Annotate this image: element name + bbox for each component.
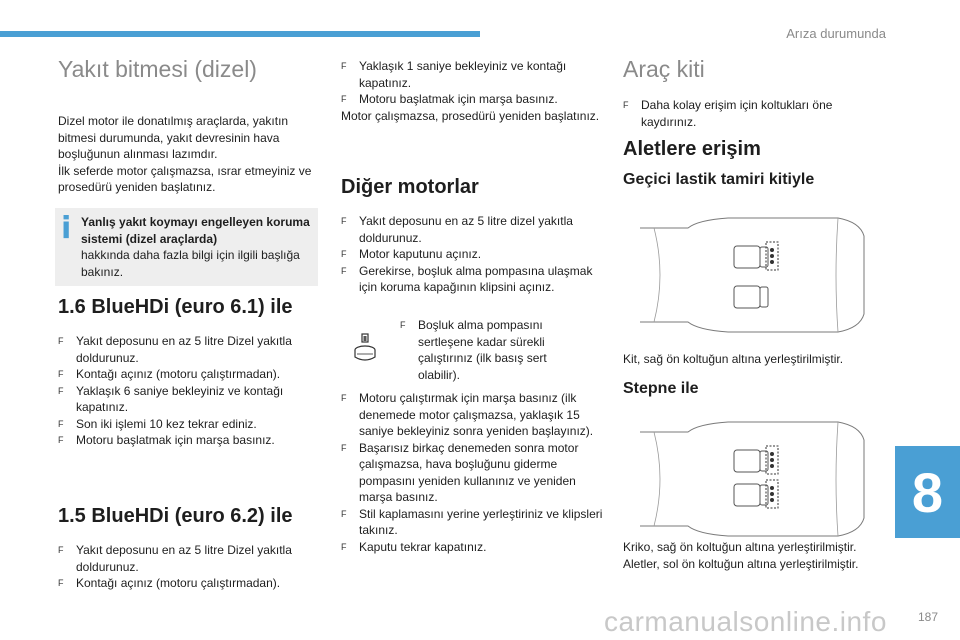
bullet-icon: F bbox=[58, 578, 64, 588]
list-item-text: Kaputu tekrar kapatınız. bbox=[359, 539, 487, 554]
list-item bbox=[341, 506, 603, 539]
bullet-icon: F bbox=[58, 418, 64, 429]
list-item-text: Daha kolay erişim için koltukları öne kaydırınız. bbox=[641, 98, 833, 129]
list-item bbox=[58, 432, 320, 449]
bullet-icon: F bbox=[341, 61, 347, 71]
section-title-vehicle-kit: Araç kiti bbox=[623, 56, 705, 82]
spare-wheel-heading: Stepne ile bbox=[623, 380, 699, 397]
list-item bbox=[58, 416, 320, 433]
list-item-text: Stil kaplamasını yerine yerleştiriniz ve klipsleri takınız. bbox=[359, 506, 603, 537]
list-item-text: Yakıt deposunu en az 5 litre Dizel yakıtla doldurunuz. bbox=[76, 334, 292, 365]
section-other-engines bbox=[341, 176, 603, 296]
list-item bbox=[341, 390, 603, 440]
list-item-text: Motor kaputunu açınız. bbox=[359, 247, 482, 261]
list-item bbox=[58, 333, 320, 366]
header-accent-bar bbox=[0, 31, 480, 37]
bullet-icon: F bbox=[341, 393, 347, 403]
list-item-text: Yaklaşık 1 saniye bekleyiniz ve kontağı kapatınız. bbox=[359, 59, 567, 90]
section-header-title: Arıza durumunda bbox=[786, 26, 886, 41]
chapter-tab: 8 bbox=[895, 446, 960, 538]
section-euro62 bbox=[58, 505, 320, 592]
list-item bbox=[341, 440, 603, 506]
list-item-text: Gerekirse, boşluk alma pompasına ulaşmak için koruma kapağının klipsini açınız. bbox=[359, 263, 593, 294]
list-item bbox=[341, 91, 603, 108]
tools-access-section bbox=[623, 138, 885, 161]
list-item-text: Yakıt deposunu en az 5 litre Dizel yakıtla doldurunuz. bbox=[76, 543, 292, 574]
bullet-icon: F bbox=[341, 216, 347, 226]
list-item-text: Yaklaşık 6 saniye bekleyiniz ve kontağı kapatınız. bbox=[76, 383, 284, 414]
list-item-text: Motoru başlatmak için marşa basınız. bbox=[359, 92, 558, 106]
tools-access-title: Aletlere erişim bbox=[623, 138, 761, 160]
caption-tools: Aletler, sol ön koltuğun altına yerleştirilmiştir. bbox=[623, 556, 859, 571]
pump-icon bbox=[350, 333, 380, 363]
info-text bbox=[81, 214, 311, 280]
page-title: Yakıt bitmesi (dizel) bbox=[58, 56, 257, 82]
section-title-other-engines: Diğer motorlar bbox=[341, 176, 479, 198]
info-body-text: hakkında daha fazla bilgi için ilgili başlığa bakınız. bbox=[81, 248, 300, 279]
bullet-icon: F bbox=[341, 249, 347, 259]
intro-paragraph-1: Dizel motor ile donatılmış araçlarda, yakıtın bitmesi durumunda, yakıt devresinin hava boşluğunun alınması lazımdır. bbox=[58, 114, 289, 161]
list-item-text: Başarısız birkaç denemeden sonra motor çalışmazsa, hava boşluğunu giderme pompasını yeniden kullanınız ve yeniden marşa basınız. bbox=[359, 440, 579, 504]
repair-kit-heading-wrap bbox=[623, 171, 885, 189]
info-bold-text: Yanlış yakıt koymayı engelleyen koruma sistemi (dizel araçlarda) bbox=[81, 215, 310, 246]
spare-wheel-heading-wrap bbox=[623, 380, 885, 398]
list-item-text: Son iki işlemi 10 kez tekrar ediniz. bbox=[76, 416, 257, 431]
page-number: 187 bbox=[918, 610, 939, 624]
list-item-text: Kontağı açınız (motoru çalıştırmadan). bbox=[76, 367, 281, 381]
restart-paragraph: Motor çalışmazsa, prosedürü yeniden başlatınız. bbox=[341, 108, 600, 123]
car-seat-diagram-spare bbox=[638, 420, 866, 538]
list-item bbox=[341, 58, 603, 91]
section-euro61 bbox=[58, 296, 320, 449]
caption-jack: Kriko, sağ ön koltuğun altına yerleştirilmiştir. bbox=[623, 540, 857, 554]
bullet-icon: F bbox=[341, 265, 347, 276]
list-item bbox=[341, 539, 603, 556]
bullet-icon: F bbox=[341, 541, 347, 552]
middle-column-bottom bbox=[341, 390, 603, 555]
info-box bbox=[55, 208, 318, 286]
list-item bbox=[58, 575, 320, 592]
watermark: carmanualsonline.info bbox=[604, 606, 887, 637]
info-icon: i bbox=[61, 211, 72, 246]
list-item-text: Yakıt deposunu en az 5 litre dizel yakıtla doldurunuz. bbox=[359, 214, 573, 245]
bullet-icon: F bbox=[623, 100, 629, 110]
pump-note bbox=[400, 317, 575, 383]
bullet-icon: F bbox=[341, 442, 347, 453]
bullet-icon: F bbox=[58, 385, 64, 396]
list-item-text: Boşluk alma pompasını sertleşene kadar sürekli çalıştırınız (ilk basış sert olabilir). bbox=[418, 318, 547, 382]
list-item bbox=[58, 366, 320, 383]
bullet-icon: F bbox=[58, 336, 64, 346]
bullet-icon: F bbox=[341, 508, 347, 519]
list-item bbox=[58, 542, 320, 575]
bullet-icon: F bbox=[400, 320, 406, 330]
bullet-icon: F bbox=[341, 94, 347, 104]
list-item-text: Motoru çalıştırmak için marşa basınız (ilk denemede motor çalışmazsa, yaklaşık 15 saniye bekleyiniz sonra yeniden başlayınız). bbox=[359, 391, 594, 438]
bullet-icon: F bbox=[58, 435, 64, 445]
section-title-euro62: 1.5 BlueHDi (euro 6.2) ile bbox=[58, 505, 293, 527]
left-column bbox=[58, 56, 320, 196]
list-item bbox=[341, 246, 603, 263]
caption-spare-wrap bbox=[623, 539, 885, 572]
car-seat-diagram-kit bbox=[638, 216, 866, 334]
list-item-text: Motoru başlatmak için marşa basınız. bbox=[76, 433, 275, 447]
caption-kit-wrap bbox=[623, 351, 885, 368]
right-column bbox=[623, 56, 885, 130]
intro-paragraph-2: İlk seferde motor çalışmazsa, ısrar etmeyiniz ve prosedürü yeniden başlatınız. bbox=[58, 163, 312, 194]
list-item bbox=[400, 317, 575, 383]
list-item bbox=[341, 213, 603, 246]
bullet-icon: F bbox=[58, 369, 64, 379]
repair-kit-heading: Geçici lastik tamiri kitiyle bbox=[623, 171, 815, 188]
list-item bbox=[58, 383, 320, 416]
section-title-euro61: 1.6 BlueHDi (euro 6.1) ile bbox=[58, 296, 293, 318]
list-item bbox=[623, 97, 885, 130]
middle-column-top bbox=[341, 58, 603, 124]
bullet-icon: F bbox=[58, 545, 64, 555]
list-item bbox=[341, 263, 603, 296]
caption-kit: Kit, sağ ön koltuğun altına yerleştirilmiştir. bbox=[623, 352, 844, 366]
list-item-text: Kontağı açınız (motoru çalıştırmadan). bbox=[76, 576, 281, 590]
